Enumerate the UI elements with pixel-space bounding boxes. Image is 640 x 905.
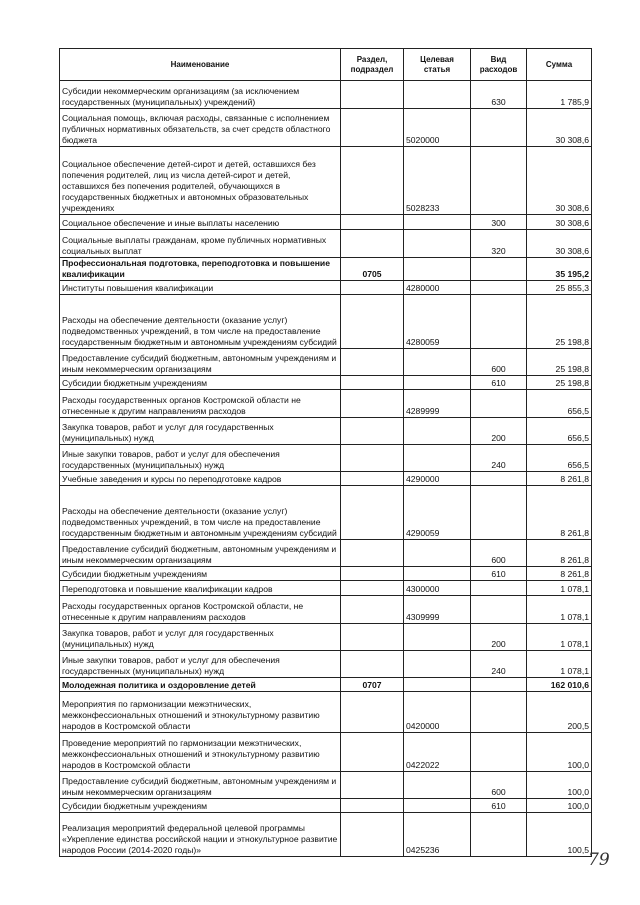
cell-section — [341, 445, 404, 472]
cell-expense — [471, 486, 527, 540]
cell-sum: 1 078,1 — [527, 596, 592, 624]
header-expense: Вид расходов — [471, 49, 527, 81]
cell-target: 4280000 — [404, 281, 471, 295]
cell-name: Закупка товаров, работ и услуг для государственных (муниципальных) нужд — [60, 624, 341, 651]
cell-sum: 35 195,2 — [527, 258, 592, 281]
table-row — [60, 567, 592, 581]
header-target: Целевая статья — [404, 49, 471, 81]
header-sum: Сумма — [527, 49, 592, 81]
table-row — [60, 772, 592, 799]
cell-sum: 30 308,6 — [527, 109, 592, 147]
cell-target — [404, 376, 471, 390]
table-row — [60, 281, 592, 295]
cell-sum: 1 078,1 — [527, 651, 592, 678]
table-row — [60, 486, 592, 540]
cell-section: 0705 — [341, 258, 404, 281]
cell-expense — [471, 390, 527, 418]
cell-expense — [471, 109, 527, 147]
table-row — [60, 692, 592, 733]
table-row — [60, 418, 592, 445]
cell-name: Субсидии бюджетным учреждениям — [60, 376, 341, 390]
cell-expense — [471, 678, 527, 692]
cell-name: Предоставление субсидий бюджетным, автономным учреждениям и иным некоммерческим организациям — [60, 349, 341, 376]
cell-target: 5028233 — [404, 147, 471, 215]
table-row — [60, 596, 592, 624]
table-row — [60, 109, 592, 147]
cell-target: 4280059 — [404, 295, 471, 349]
header-section: Раздел, подраздел — [341, 49, 404, 81]
cell-section — [341, 281, 404, 295]
page-number: 79 — [588, 850, 610, 870]
table-row — [60, 733, 592, 772]
cell-expense: 630 — [471, 81, 527, 109]
cell-section — [341, 540, 404, 567]
cell-target: 0420000 — [404, 692, 471, 733]
cell-section — [341, 651, 404, 678]
table-header-row — [60, 49, 592, 81]
cell-target: 4289999 — [404, 390, 471, 418]
table-row — [60, 678, 592, 692]
cell-name: Реализация мероприятий федеральной целевой программы «Укрепление единства российской нации и этнокультурное развитие народов России (2014-2020 годы)» — [60, 813, 341, 857]
cell-name: Субсидии некоммерческим организациям (за исключением государственных (муниципальных) учреждений) — [60, 81, 341, 109]
table-row — [60, 376, 592, 390]
cell-target: 4309999 — [404, 596, 471, 624]
cell-target — [404, 445, 471, 472]
cell-sum: 30 308,6 — [527, 147, 592, 215]
cell-name: Профессиональная подготовка, переподготовка и повышение квалификации — [60, 258, 341, 281]
cell-name: Иные закупки товаров, работ и услуг для обеспечения государственных (муниципальных) нужд — [60, 651, 341, 678]
cell-target: 4290059 — [404, 486, 471, 540]
cell-section — [341, 81, 404, 109]
cell-sum: 30 308,6 — [527, 230, 592, 258]
cell-sum: 162 010,6 — [527, 678, 592, 692]
cell-target: 0425236 — [404, 813, 471, 857]
table-row — [60, 390, 592, 418]
cell-section — [341, 376, 404, 390]
cell-name: Предоставление субсидий бюджетным, автономным учреждениям и иным некоммерческим организациям — [60, 772, 341, 799]
table-row — [60, 651, 592, 678]
cell-target — [404, 540, 471, 567]
cell-section — [341, 472, 404, 486]
cell-expense: 600 — [471, 540, 527, 567]
cell-name: Закупка товаров, работ и услуг для государственных (муниципальных) нужд — [60, 418, 341, 445]
cell-target — [404, 81, 471, 109]
cell-name: Иные закупки товаров, работ и услуг для обеспечения государственных (муниципальных) нужд — [60, 445, 341, 472]
cell-name: Социальная помощь, включая расходы, связанные с исполнением публичных нормативных обязательств, за счет средств областного бюджета — [60, 109, 341, 147]
cell-name: Социальное обеспечение детей-сирот и детей, оставшихся без попечения родителей, лиц из числа детей-сирот и детей, оставшихся без попечения родителей, обучающихся в государственных бюджетных и автономных образовательных учреждениях — [60, 147, 341, 215]
cell-target — [404, 418, 471, 445]
cell-sum: 656,5 — [527, 418, 592, 445]
cell-expense: 300 — [471, 215, 527, 230]
cell-section — [341, 813, 404, 857]
table-row — [60, 147, 592, 215]
cell-name: Переподготовка и повышение квалификации кадров — [60, 581, 341, 596]
cell-name: Расходы на обеспечение деятельности (оказание услуг) подведомственных учреждений, в том числе на предоставление государственным бюджетным и автономным учреждениям субсидий — [60, 486, 341, 540]
table-row — [60, 813, 592, 857]
budget-table — [59, 48, 592, 857]
table-row — [60, 581, 592, 596]
header-name: Наименование — [60, 49, 341, 81]
cell-expense: 240 — [471, 651, 527, 678]
cell-sum: 8 261,8 — [527, 486, 592, 540]
cell-section — [341, 596, 404, 624]
cell-target — [404, 567, 471, 581]
cell-target — [404, 678, 471, 692]
table-row — [60, 445, 592, 472]
cell-section — [341, 567, 404, 581]
cell-section — [341, 624, 404, 651]
cell-section — [341, 581, 404, 596]
cell-target: 5020000 — [404, 109, 471, 147]
cell-name: Молодежная политика и оздоровление детей — [60, 678, 341, 692]
cell-expense — [471, 692, 527, 733]
cell-expense: 610 — [471, 567, 527, 581]
cell-name: Учебные заведения и курсы по переподготовке кадров — [60, 472, 341, 486]
cell-name: Расходы государственных органов Костромской области не отнесенные к другим направлениям расходов — [60, 390, 341, 418]
cell-section — [341, 418, 404, 445]
cell-name: Субсидии бюджетным учреждениям — [60, 799, 341, 813]
cell-expense — [471, 281, 527, 295]
cell-name: Предоставление субсидий бюджетным, автономным учреждениям и иным некоммерческим организациям — [60, 540, 341, 567]
table-row — [60, 230, 592, 258]
cell-section: 0707 — [341, 678, 404, 692]
cell-sum: 100,5 — [527, 813, 592, 857]
cell-section — [341, 215, 404, 230]
cell-name: Проведение мероприятий по гармонизации межэтнических, межконфессиональных отношений и этнокультурному развитию народов в Костромской области — [60, 733, 341, 772]
cell-sum: 1 078,1 — [527, 624, 592, 651]
cell-sum: 100,0 — [527, 733, 592, 772]
cell-section — [341, 109, 404, 147]
cell-target — [404, 230, 471, 258]
cell-section — [341, 230, 404, 258]
cell-expense — [471, 581, 527, 596]
table-row — [60, 349, 592, 376]
cell-section — [341, 295, 404, 349]
cell-sum: 200,5 — [527, 692, 592, 733]
cell-expense: 200 — [471, 624, 527, 651]
cell-sum: 25 855,3 — [527, 281, 592, 295]
cell-sum: 25 198,8 — [527, 295, 592, 349]
cell-expense: 610 — [471, 376, 527, 390]
cell-name: Социальные выплаты гражданам, кроме публичных нормативных социальных выплат — [60, 230, 341, 258]
table-row — [60, 81, 592, 109]
cell-name: Расходы государственных органов Костромской области, не отнесенные к другим направлениям расходов — [60, 596, 341, 624]
cell-target — [404, 772, 471, 799]
cell-sum: 656,5 — [527, 445, 592, 472]
cell-section — [341, 733, 404, 772]
cell-sum: 1 785,9 — [527, 81, 592, 109]
cell-name: Субсидии бюджетным учреждениям — [60, 567, 341, 581]
cell-sum: 25 198,8 — [527, 376, 592, 390]
cell-sum: 656,5 — [527, 390, 592, 418]
cell-target — [404, 624, 471, 651]
cell-sum: 8 261,8 — [527, 567, 592, 581]
cell-expense: 600 — [471, 772, 527, 799]
cell-section — [341, 799, 404, 813]
cell-section — [341, 772, 404, 799]
table-body — [60, 81, 592, 857]
cell-expense: 200 — [471, 418, 527, 445]
cell-target: 0422022 — [404, 733, 471, 772]
cell-target — [404, 349, 471, 376]
cell-expense — [471, 733, 527, 772]
cell-sum: 1 078,1 — [527, 581, 592, 596]
cell-section — [341, 147, 404, 215]
cell-name: Институты повышения квалификации — [60, 281, 341, 295]
cell-target — [404, 258, 471, 281]
table-row — [60, 540, 592, 567]
cell-target — [404, 215, 471, 230]
cell-name: Расходы на обеспечение деятельности (оказание услуг) подведомственных учреждений, в том числе на предоставление государственным бюджетным и автономным учреждениям субсидий — [60, 295, 341, 349]
table-row — [60, 799, 592, 813]
cell-expense — [471, 295, 527, 349]
cell-name: Мероприятия по гармонизации межэтнических, межконфессиональных отношений и этнокультурному развитию народов в Костромской области — [60, 692, 341, 733]
cell-expense: 320 — [471, 230, 527, 258]
cell-sum: 30 308,6 — [527, 215, 592, 230]
cell-name: Социальное обеспечение и иные выплаты населению — [60, 215, 341, 230]
cell-expense — [471, 596, 527, 624]
cell-target — [404, 651, 471, 678]
cell-expense — [471, 813, 527, 857]
cell-sum: 8 261,8 — [527, 472, 592, 486]
cell-expense — [471, 472, 527, 486]
cell-expense — [471, 147, 527, 215]
cell-expense: 240 — [471, 445, 527, 472]
cell-target — [404, 799, 471, 813]
cell-sum: 8 261,8 — [527, 540, 592, 567]
cell-target: 4300000 — [404, 581, 471, 596]
table-row — [60, 624, 592, 651]
cell-expense — [471, 258, 527, 281]
cell-section — [341, 349, 404, 376]
cell-sum: 25 198,8 — [527, 349, 592, 376]
cell-section — [341, 486, 404, 540]
cell-section — [341, 692, 404, 733]
table-row — [60, 258, 592, 281]
table-row — [60, 295, 592, 349]
cell-sum: 100,0 — [527, 772, 592, 799]
table-row — [60, 215, 592, 230]
cell-section — [341, 390, 404, 418]
cell-expense: 610 — [471, 799, 527, 813]
table-row — [60, 472, 592, 486]
cell-sum: 100,0 — [527, 799, 592, 813]
cell-expense: 600 — [471, 349, 527, 376]
cell-target: 4290000 — [404, 472, 471, 486]
